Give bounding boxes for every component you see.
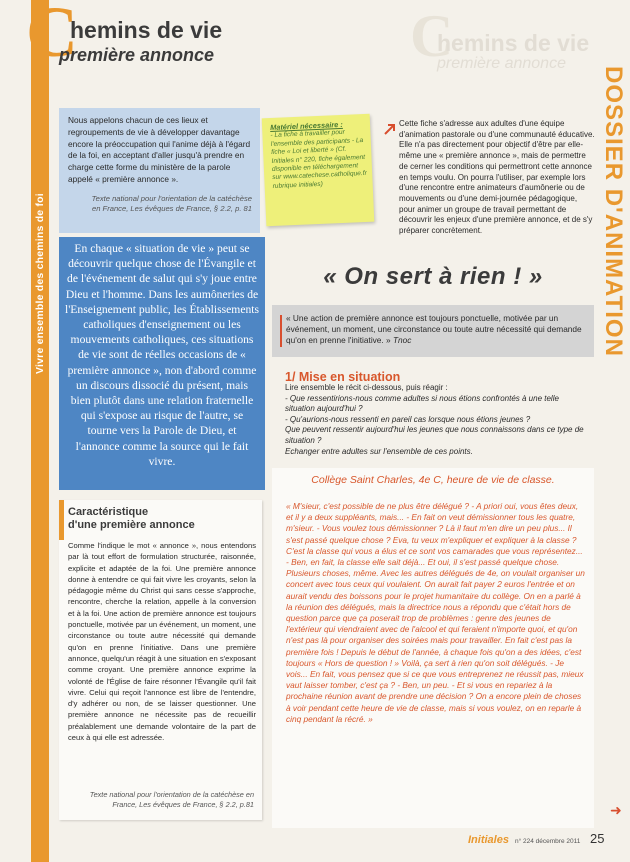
card-source: Texte national pour l'orientation de la catéchèse en France, Les évêques de France, § 2.2, p.81: [89, 790, 254, 809]
gray-quote-box: [272, 305, 594, 357]
footer-issue: n° 224 décembre 2011: [515, 838, 581, 845]
sticky-note: [262, 114, 375, 227]
instruction-line: - Que ressentirions-nous comme adultes si nous étions confrontés à une telle situation aujourd'hui ?: [285, 393, 559, 414]
blue-box-text: En chaque « situation de vie » peut se découvrir quelque chose de l'Évangile et de l'événement de salut qui s'y joue entre Dieu et l'homme. Dans les aumôneries de l'Enseignement public, les Établissements catholiques d'enseignement ou les mouvements catholiques, ces situations de vie sont de réelles occasions de « première annonce », non d'abord comme un discours dissocié du présent, mais bien plutôt dans une relation fraternelle qui s'expose au risque de l'autre, se tourne vers la Parole de Dieu, et l'annonce comme la source qui le fait vivre.: [65, 242, 259, 468]
gray-quote-source: Tnoc: [392, 335, 412, 345]
sticky-heading: Matériel nécessaire :: [269, 119, 343, 133]
blue-highlight-box: [59, 237, 265, 490]
sticky-text: - La fiche à travailler pour l'ensemble des participants - La fiche « Loi et liberté » (Cf. Initiales n° 220, fiche également disponible en téléchargement sur www.catechese.catholique.fr rubrique initiales): [270, 129, 367, 190]
left-band-text: Vivre ensemble des chemins de foi: [34, 193, 46, 374]
right-band-text: DOSSIER D'ANIMATION: [600, 66, 627, 357]
characteristic-card: [59, 500, 262, 820]
title-initial: C: [26, 0, 78, 72]
footer-brand: Initiales: [468, 834, 509, 846]
story-text: « M'sieur, c'est possible de ne plus être délégué ? - A priori oui, vous êtes deux, et il y a deux suppléants, mais... - En fait on veut démissionner tous les quatre, m'sieur. - Vous voulez tous démissionner ? Là il faut m'en dire un peu plus... Il s'est passé quelque chose ? Eva, tu veux m'expliquer et expliquer à la classe ? C'est la classe qui vous a élus et ce sont vos camarades que vous représentez... - Ben, en fait, la classe elle sait déjà... Et oui, il s'est passé quelque chose. Plusieurs choses, même. Avec les autres délégués de 4e, on voulait organiser un concert avec tous ceux qui voulaient. On aurait fait payer 2 euros l'entrée et on aurait vendu des boissons pour le projet humanitaire du collège. On en a parlé à la réunion des délégués, mais la directrice nous a répondu que c'était hors de question parce que ça poserait trop de problèmes : genre des jeunes de l'extérieur qui viendraient avec de l'alcool et qui feraient n'importe quoi, et qu'on n'est pas là pour organiser des soirées mais pour travailler. En fait c'est pas la première fois ! Depuis le début de l'année, à chaque fois qu'on a des idées, c'est toujours « Hors de question ! » Voilà, ça sert à rien qu'on soit délégués. - Je vois... En fait, vous pensez que si ce que vous entreprenez ne réussit pas, mieux vaut laisser tomber, c'est ça ? - Ben, un peu. - Et si vous en repariez à la prochaine réunion avant de prendre une décision ? On a encore plein de choses à voir pendant cette heure de vie de classe, mais si vous voulez, on en reparle à cinq pendant la récré. »: [286, 501, 585, 724]
page-title: hemins de vie: [70, 17, 223, 43]
page-number: 25: [590, 831, 605, 846]
next-page-arrow-icon: ➜: [610, 802, 622, 818]
instruction-line: Echanger entre adultes sur l'ensemble de ces points.: [285, 446, 473, 456]
ghost-subtitle: première annonce: [437, 55, 566, 72]
quote-source: Texte national pour l'orientation de la catéchèse en France, Les évêques de France, § 2.2, p. 81: [91, 194, 252, 213]
slogan: « On sert à rien ! »: [323, 263, 543, 290]
arrow-up-right-icon: [383, 122, 397, 136]
card-title: [68, 506, 195, 532]
section-title: 1/ Mise en situation: [285, 370, 401, 384]
left-side-band: [31, 0, 49, 862]
right-side-band: [596, 66, 630, 486]
card-accent-bar: [59, 500, 64, 540]
intro-text: Cette fiche s'adresse aux adultes d'une équipe d'animation pastorale ou d'une communauté éducative. Elle n'a pas directement pour objectif d'être par elle-même une « première annonce », mais de permettre de cerner les conditions qui permettront cette annonce en temps voulu. On pourra l'utiliser, par exemple lors d'une rencontre entre animateurs d'aumônerie ou de mouvements ou d'une demi-journée pédagogique, pour animer un groupe de travail permettant de découvrir les enjeux d'une première annonce, et de s'y préparer concrètement.: [399, 119, 595, 236]
card-title-line1: Caractéristique: [68, 506, 149, 518]
ghost-title: hemins de vie: [437, 30, 590, 56]
quote-text: Nous appelons chacun de ces lieux et regroupements de vie à développer davantage encore la préoccupation qui l'anime déjà à l'égard de la foi, en acceptant d'aller jusqu'à prendre en charge cette forme du ministère de la parole appelé « première annonce ».: [68, 115, 251, 184]
instruction-line: Que peuvent ressentir aujourd'hui les jeunes que nous connaissons dans ce type de situation ?: [285, 425, 584, 445]
story-title: Collège Saint Charles, 4e C, heure de vie de classe.: [311, 474, 555, 486]
card-text: Comme l'indique le mot « annonce », nous entendons par là tout effort de formulation structurée, raisonnée, explicite et adaptée de la foi. Une première annonce donne à entendre ce qui fait vivre les croyants, selon la pédagogie même du Christ qui sans cesse s'approche, rencontre, cherche la relation, appelle à la conversion et à la foi. Une action de première annonce est toujours ponctuelle, motivée par un événement, un moment, une circonstance ou toute autre nécessité qui demande qu'on en prenne l'initiative. Dans une première annonce, quelqu'un réagit à une situation en s'exposant comme croyant. Une première annonce exprime la volonté de l'Église de faire résonner l'Évangile qu'il fait vivre. Celui qui reçoit l'annonce est libre de l'entendre, d'y adhérer ou non, de se laisser questionner. Une première annonce ne nécessite pas de recueillir préalablement une demande volontaire de la part de ceux à qui elle est adressée.: [68, 541, 256, 743]
gray-quote-bar: [280, 315, 282, 347]
story-box: [272, 468, 594, 828]
card-title-line2: d'une première annonce: [68, 519, 195, 531]
instruction-line: Lire ensemble le récit ci-dessous, puis réagir :: [285, 383, 448, 392]
instruction-line: - Qu'aurions-nous ressenti en pareil cas lorsque nous étions jeunes ?: [285, 414, 531, 424]
gray-quote-text: [286, 313, 586, 346]
page-subtitle: première annonce: [59, 45, 215, 65]
quote-box: [59, 108, 260, 233]
section-instructions: [285, 383, 585, 457]
ghost-title-initial: C: [410, 3, 454, 69]
gray-quote-body: « Une action de première annonce est toujours ponctuelle, motivée par un événement, un moment, une circonstance ou toute autre nécessité qui demande qu'on en prenne l'initiative. »: [286, 313, 582, 345]
sticky-text-block: [270, 120, 369, 191]
